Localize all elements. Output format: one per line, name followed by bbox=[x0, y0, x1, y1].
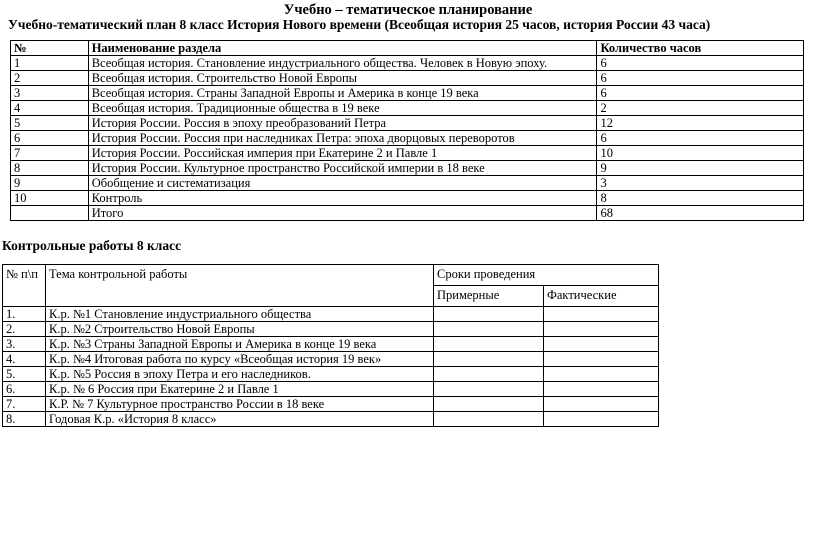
test-planned-date[interactable] bbox=[434, 412, 544, 427]
header-test-number: № п\п bbox=[3, 265, 46, 307]
tests-table bbox=[2, 264, 659, 427]
tests-section-title: Контрольные работы 8 класс bbox=[2, 238, 182, 253]
test-actual-date[interactable] bbox=[544, 322, 659, 337]
section-name: Всеобщая история. Страны Западной Европы и Америка в конце 19 века bbox=[88, 86, 597, 101]
test-number: 6. bbox=[3, 382, 46, 397]
test-number: 2. bbox=[3, 322, 46, 337]
test-topic: К.р. №2 Строительство Новой Европы bbox=[46, 322, 434, 337]
row-number: 2 bbox=[11, 71, 89, 86]
hours-count: 9 bbox=[597, 161, 804, 176]
test-row bbox=[3, 397, 659, 412]
plan-row bbox=[11, 191, 804, 206]
section-name: Всеобщая история. Строительство Новой Европы bbox=[88, 71, 597, 86]
hours-count: 2 bbox=[597, 101, 804, 116]
test-actual-date[interactable] bbox=[544, 337, 659, 352]
test-planned-date[interactable] bbox=[434, 322, 544, 337]
header-number: № bbox=[11, 41, 89, 56]
hours-count: 6 bbox=[597, 56, 804, 71]
test-row bbox=[3, 382, 659, 397]
test-topic: К.р. №1 Становление индустриального общества bbox=[46, 307, 434, 322]
test-topic: К.р. №3 Страны Западной Европы и Америка в конце 19 века bbox=[46, 337, 434, 352]
test-row bbox=[3, 367, 659, 382]
section-name: История России. Россия при наследниках Петра: эпоха дворцовых переворотов bbox=[88, 131, 597, 146]
test-number: 3. bbox=[3, 337, 46, 352]
test-row bbox=[3, 352, 659, 367]
test-topic: К.Р. № 7 Культурное пространство России в 18 веке bbox=[46, 397, 434, 412]
page-title: Учебно – тематическое планирование bbox=[283, 2, 533, 18]
plan-table bbox=[10, 40, 804, 221]
plan-row bbox=[11, 71, 804, 86]
row-number: 6 bbox=[11, 131, 89, 146]
row-number: 5 bbox=[11, 116, 89, 131]
test-actual-date[interactable] bbox=[544, 352, 659, 367]
plan-row bbox=[11, 86, 804, 101]
test-topic: Годовая К.р. «История 8 класс» bbox=[46, 412, 434, 427]
row-number: 9 bbox=[11, 176, 89, 191]
row-number: 7 bbox=[11, 146, 89, 161]
plan-row bbox=[11, 206, 804, 221]
header-hours: Количество часов bbox=[597, 41, 804, 56]
plan-subtitle: Учебно-тематический план 8 класс История Нового времени (Всеобщая история 25 часов, история России 43 часа) bbox=[8, 17, 711, 32]
test-topic: К.р. № 6 Россия при Екатерине 2 и Павле 1 bbox=[46, 382, 434, 397]
row-number bbox=[11, 206, 89, 221]
section-name: Контроль bbox=[88, 191, 597, 206]
section-name: Обобщение и систематизация bbox=[88, 176, 597, 191]
section-name: Всеобщая история. Становление индустриального общества. Человек в Новую эпоху. bbox=[88, 56, 597, 71]
section-name: Всеобщая история. Традиционные общества в 19 веке bbox=[88, 101, 597, 116]
plan-row bbox=[11, 116, 804, 131]
plan-row bbox=[11, 131, 804, 146]
test-number: 1. bbox=[3, 307, 46, 322]
test-topic: К.р. №5 Россия в эпоху Петра и его наследников. bbox=[46, 367, 434, 382]
row-number: 10 bbox=[11, 191, 89, 206]
plan-row bbox=[11, 176, 804, 191]
test-row bbox=[3, 412, 659, 427]
row-number: 4 bbox=[11, 101, 89, 116]
test-number: 5. bbox=[3, 367, 46, 382]
test-planned-date[interactable] bbox=[434, 337, 544, 352]
section-name: История России. Культурное пространство Российской империи в 18 веке bbox=[88, 161, 597, 176]
test-planned-date[interactable] bbox=[434, 352, 544, 367]
test-actual-date[interactable] bbox=[544, 382, 659, 397]
test-planned-date[interactable] bbox=[434, 382, 544, 397]
test-row bbox=[3, 307, 659, 322]
row-number: 3 bbox=[11, 86, 89, 101]
test-planned-date[interactable] bbox=[434, 397, 544, 412]
plan-row bbox=[11, 161, 804, 176]
tests-header-row bbox=[3, 265, 659, 286]
test-number: 7. bbox=[3, 397, 46, 412]
row-number: 8 bbox=[11, 161, 89, 176]
plan-row bbox=[11, 56, 804, 71]
hours-count: 12 bbox=[597, 116, 804, 131]
test-actual-date[interactable] bbox=[544, 412, 659, 427]
section-name: История России. Россия в эпоху преобразований Петра bbox=[88, 116, 597, 131]
header-test-dates: Сроки проведения bbox=[434, 265, 659, 286]
hours-count: 68 bbox=[597, 206, 804, 221]
plan-row bbox=[11, 146, 804, 161]
test-actual-date[interactable] bbox=[544, 307, 659, 322]
hours-count: 10 bbox=[597, 146, 804, 161]
test-topic: К.р. №4 Итоговая работа по курсу «Всеобщая история 19 век» bbox=[46, 352, 434, 367]
test-planned-date[interactable] bbox=[434, 367, 544, 382]
section-name: Итого bbox=[88, 206, 597, 221]
hours-count: 8 bbox=[597, 191, 804, 206]
section-name: История России. Российская империя при Екатерине 2 и Павле 1 bbox=[88, 146, 597, 161]
header-planned: Примерные bbox=[434, 286, 544, 307]
row-number: 1 bbox=[11, 56, 89, 71]
plan-row bbox=[11, 101, 804, 116]
hours-count: 6 bbox=[597, 86, 804, 101]
test-actual-date[interactable] bbox=[544, 397, 659, 412]
test-number: 8. bbox=[3, 412, 46, 427]
header-test-topic: Тема контрольной работы bbox=[46, 265, 434, 307]
hours-count: 3 bbox=[597, 176, 804, 191]
hours-count: 6 bbox=[597, 131, 804, 146]
test-number: 4. bbox=[3, 352, 46, 367]
test-row bbox=[3, 337, 659, 352]
plan-header-row bbox=[11, 41, 804, 56]
test-row bbox=[3, 322, 659, 337]
test-actual-date[interactable] bbox=[544, 367, 659, 382]
header-section-name: Наименование раздела bbox=[88, 41, 597, 56]
test-planned-date[interactable] bbox=[434, 307, 544, 322]
hours-count: 6 bbox=[597, 71, 804, 86]
header-actual: Фактические bbox=[544, 286, 659, 307]
